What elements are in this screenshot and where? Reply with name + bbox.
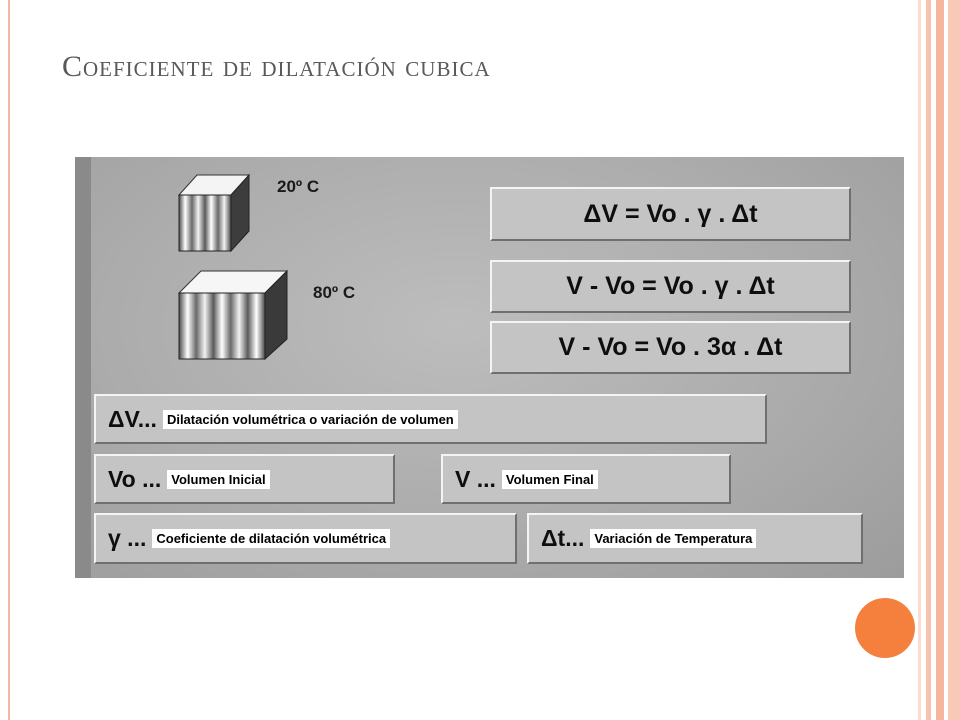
orange-circle-decoration: [855, 598, 915, 658]
formula-text: ΔV = Vo . γ . Δt: [583, 199, 758, 228]
definition-text: Variación de Temperatura: [590, 529, 756, 548]
cube-large-temperature: 80º C: [313, 283, 356, 302]
symbol-vo: Vo ...: [108, 465, 162, 492]
formula-v-minus-vo-alpha: [490, 321, 851, 374]
slide-title: Coeficiente de dilatación cubica: [62, 50, 491, 83]
symbol-delta-v: ΔV...: [108, 405, 157, 432]
definition-text: Volumen Final: [502, 470, 598, 489]
definition-delta-v: [94, 394, 767, 444]
definition-text: Coeficiente de dilatación volumétrica: [152, 529, 390, 548]
formula-delta-v: [490, 187, 851, 241]
symbol-gamma: γ ...: [108, 525, 147, 551]
slide-left-border: [8, 0, 10, 720]
large-cube-illustration: [177, 269, 293, 361]
formula-text: V - Vo = Vo . 3α . Δt: [558, 333, 783, 361]
slide-right-stripes: [918, 0, 960, 720]
dilatation-figure: [75, 157, 904, 578]
cube-small-temperature: 20º C: [277, 177, 320, 196]
definition-text: Volumen Inicial: [167, 470, 269, 489]
definition-gamma: [94, 513, 517, 564]
definition-delta-t: [527, 513, 863, 564]
symbol-delta-t: Δt...: [541, 525, 585, 551]
symbol-v: V ...: [455, 465, 496, 492]
small-cube-illustration: [177, 173, 257, 253]
formula-v-minus-vo-gamma: [490, 260, 851, 313]
definition-v: [441, 454, 731, 504]
definition-text: Dilatación volumétrica o variación de volumen: [163, 410, 458, 429]
formula-text: V - Vo = Vo . γ . Δt: [566, 272, 775, 300]
definition-vo: [94, 454, 395, 504]
